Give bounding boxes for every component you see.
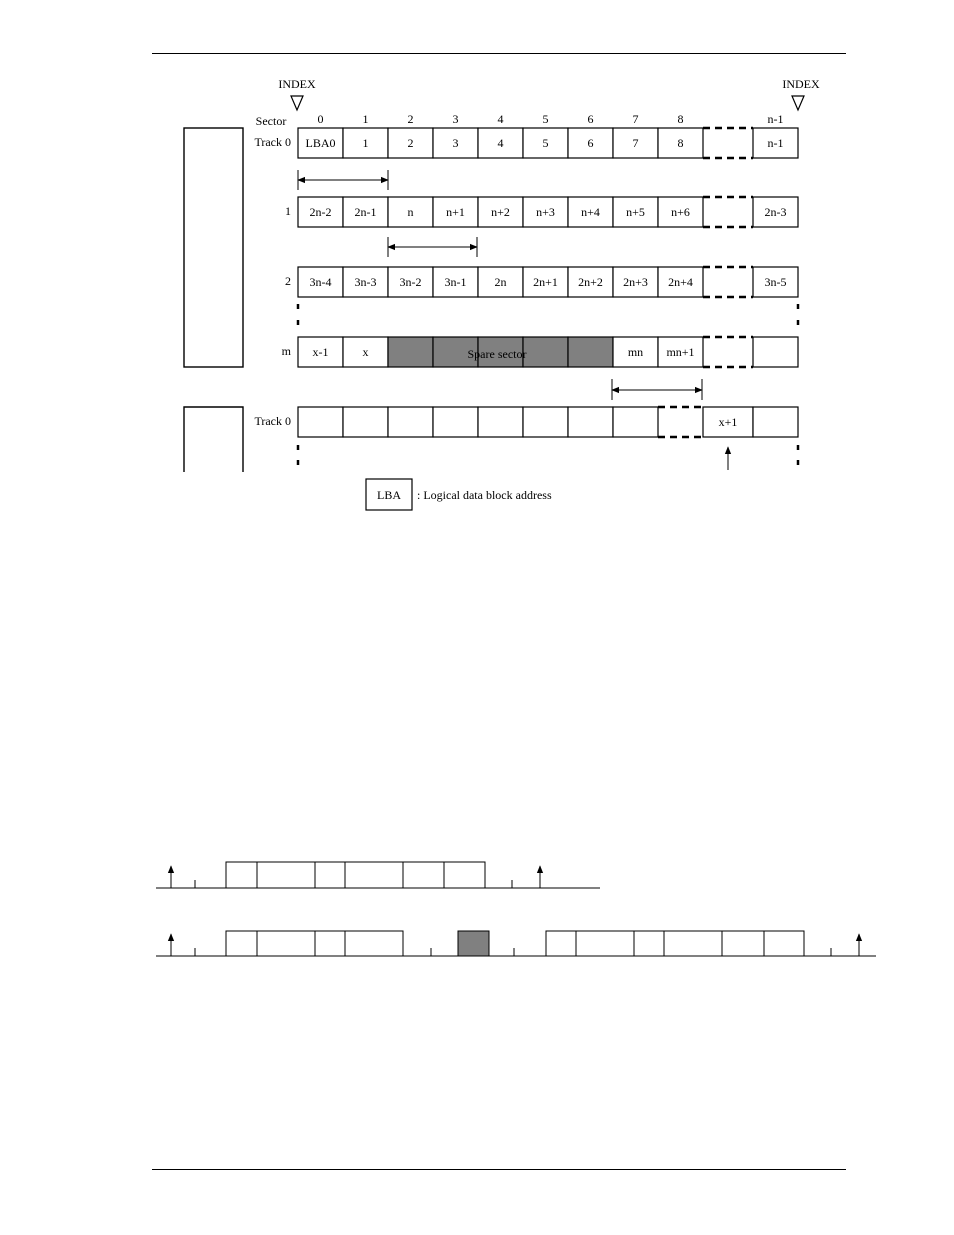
sector-cell xyxy=(523,407,568,437)
continuation-dots xyxy=(298,304,798,465)
index-label-left: INDEX xyxy=(278,77,316,91)
sector-cell-label: 4 xyxy=(497,136,504,150)
track-label: 2 xyxy=(285,274,291,288)
track-row xyxy=(254,407,798,437)
sector-cell-label: 2 xyxy=(407,136,414,150)
sector-label: Sector xyxy=(255,114,287,128)
sector-cell xyxy=(568,407,613,437)
sector-cell-label: n xyxy=(407,205,414,219)
index-label-right: INDEX xyxy=(782,77,820,91)
sector-cell-label: n-1 xyxy=(767,136,784,150)
sector-cell-label: LBA0 xyxy=(305,136,336,150)
sector-cell-label: n+1 xyxy=(446,205,465,219)
sector-cell-label: 3n-1 xyxy=(444,275,467,289)
sector-cell-label: x-1 xyxy=(312,345,329,359)
spare-sector-cell xyxy=(523,337,568,367)
timing-diagram-1 xyxy=(156,862,600,888)
track-label: Track 0 xyxy=(254,135,291,149)
sector-number: 4 xyxy=(497,112,504,126)
sector-cell xyxy=(388,407,433,437)
sector-cell-label: mn+1 xyxy=(666,345,695,359)
track-label: 1 xyxy=(285,204,291,218)
sector-number: 1 xyxy=(362,112,369,126)
sector-cell-label: 3n-3 xyxy=(354,275,377,289)
sector-cell-label: x xyxy=(362,345,369,359)
sector-cell-label: 6 xyxy=(587,136,594,150)
index-marker-right xyxy=(792,96,804,110)
sector-number: 6 xyxy=(587,112,594,126)
sector-cell-label: 8 xyxy=(677,136,684,150)
index-marker-left xyxy=(291,96,303,110)
sector-cell xyxy=(753,337,798,367)
sector-cell-label: mn xyxy=(627,345,644,359)
track-row xyxy=(254,128,798,158)
sector-cell-label: 2n+1 xyxy=(533,275,558,289)
sector-cell-label: 3n-5 xyxy=(764,275,787,289)
sector-number: 2 xyxy=(407,112,414,126)
track-row xyxy=(285,267,798,297)
spare-sector-label: Spare sector xyxy=(467,347,527,361)
sector-number: 8 xyxy=(677,112,684,126)
sector-number: 7 xyxy=(632,112,639,126)
sector-cell-label: n+4 xyxy=(581,205,600,219)
sector-cell-label: 2n+3 xyxy=(623,275,648,289)
track-row xyxy=(285,197,798,227)
legend-box-label: LBA xyxy=(377,488,401,502)
sector-cell-label: 2n-1 xyxy=(354,205,377,219)
sector-cell-label: n+6 xyxy=(671,205,690,219)
disk-platter-2 xyxy=(184,407,243,472)
sector-cell xyxy=(343,407,388,437)
sector-cell-label: n+5 xyxy=(626,205,645,219)
sector-cell xyxy=(613,407,658,437)
sector-cell-label: 2n-2 xyxy=(309,205,332,219)
sector-cell xyxy=(433,407,478,437)
sector-cell-label: 3n-4 xyxy=(309,275,332,289)
sector-cell-label: 7 xyxy=(632,136,639,150)
sector-number: 5 xyxy=(542,112,549,126)
sector-numbers xyxy=(318,112,784,126)
sector-cell-label: 5 xyxy=(542,136,549,150)
timing-diagram-2 xyxy=(156,931,876,956)
track-row xyxy=(282,337,798,367)
sector-cell xyxy=(298,407,343,437)
sector-cell-label: 3n-2 xyxy=(399,275,422,289)
sector-cell-label: n+2 xyxy=(491,205,510,219)
track-label: Track 0 xyxy=(254,414,291,428)
sector-number: 3 xyxy=(452,112,459,126)
sector-cell-label: 2n+4 xyxy=(668,275,693,289)
sector-cell-label: n+3 xyxy=(536,205,555,219)
legend-text: : Logical data block address xyxy=(417,488,552,502)
sector-number: n-1 xyxy=(767,112,784,126)
spare-sector-cell xyxy=(388,337,433,367)
sector-cell-label: 2n xyxy=(494,275,507,289)
track-label: m xyxy=(281,344,291,358)
track-rows xyxy=(254,128,798,437)
sector-cell-label: 2n+2 xyxy=(578,275,603,289)
sector-cell-label: x+1 xyxy=(718,415,738,429)
sector-number: 0 xyxy=(317,112,324,126)
sector-cell-label: 1 xyxy=(362,136,369,150)
spare-sector-cell xyxy=(568,337,613,367)
sector-cell xyxy=(478,407,523,437)
sector-cell-label: 3 xyxy=(452,136,459,150)
sector-cell-label: 2n-3 xyxy=(764,205,787,219)
sector-cell xyxy=(753,407,798,437)
disk-platter-1 xyxy=(184,128,243,367)
